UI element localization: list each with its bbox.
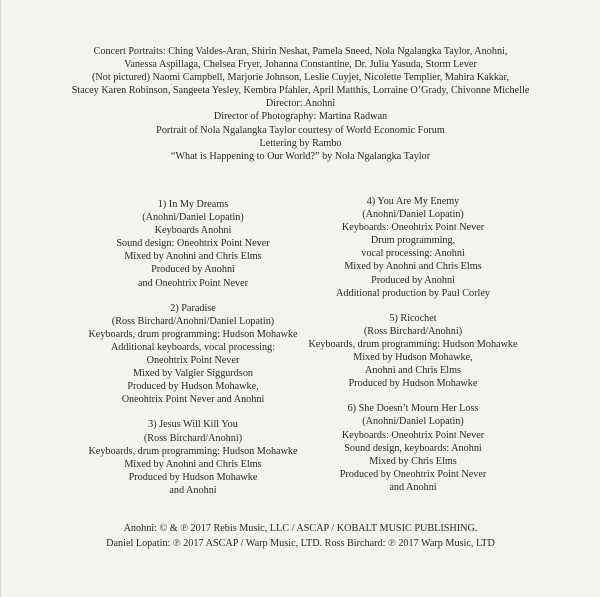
track-line: Produced by Hudson Mohawke	[128, 471, 258, 483]
credits-line: “What is Happening to Our World?” by Nola Ngalangka Taylor	[170, 150, 431, 162]
credits-line: Concert Portraits: Ching Valdes-Aran, Shirin Neshat, Pamela Sneed, Nola Ngalangka Taylor, Anohni,	[93, 46, 508, 57]
track-line: Mixed by Anohni and Chris Elms	[124, 458, 262, 470]
credits-line: Director of Photography: Martina Radwan	[213, 111, 388, 123]
track-credit	[288, 402, 538, 494]
track-credit	[288, 195, 538, 300]
track-line: Produced by Hudson Mohawke	[348, 378, 478, 390]
track-title: 2) Paradise	[170, 302, 216, 314]
track-line: Mixed by Valgier Siggurdson	[132, 368, 254, 380]
track-line: (Anohni/Daniel Lopatin)	[142, 212, 244, 224]
track-line: Produced by Anohni	[371, 274, 455, 286]
track-title: 5) Ricochet	[389, 312, 437, 324]
track-line: Mixed by Hudson Mohawke,	[353, 352, 473, 364]
credits-line: Lettering by Rambo	[259, 137, 342, 149]
copyright-line: Anohni: © & ℗ 2017 Rebis Music, LLC / ASCAP / KOBALT MUSIC PUBLISHING.	[123, 523, 478, 534]
track-line: Produced by Oneohtrix Point Never	[339, 468, 487, 480]
track-line: Keyboards, drum programming: Hudson Mohawke	[308, 338, 518, 350]
track-line: Produced by Anohni	[151, 264, 235, 276]
track-title: 6) She Doesn’t Mourn Her Loss	[347, 403, 479, 415]
track-title: 1) In My Dreams	[157, 199, 229, 210]
track-line: vocal processing: Anohni	[361, 248, 465, 260]
track-line: Anohni and Chris Elms	[365, 365, 461, 377]
track-line: Mixed by Anohni and Chris Elms	[124, 251, 262, 263]
track-title: 4) You Are My Enemy	[366, 196, 460, 207]
track-line: Oneohtrix Point Never and Anohni	[121, 394, 265, 406]
credits-block	[41, 45, 560, 163]
track-line: and Anohni	[169, 484, 217, 496]
track-line: Mixed by Chris Elms	[369, 455, 457, 467]
track-line: Keyboards Anohni	[154, 225, 232, 237]
track-line: Produced by Hudson Mohawke,	[127, 381, 259, 393]
copyright-line: Daniel Lopatin: ℗ 2017 ASCAP / Warp Music, LTD. Ross Birchard: ℗ 2017 Warp Music, LTD	[106, 538, 495, 549]
track-line: (Anohni/Daniel Lopatin)	[362, 416, 464, 428]
track-line: Sound design: Oneohtrix Point Never	[116, 238, 270, 250]
track-line: and Oneohtrix Point Never	[137, 277, 249, 289]
track-line: Additional production by Paul Corley	[336, 287, 490, 299]
track-credit	[68, 198, 318, 290]
track-line: Keyboards, drum programming: Hudson Mohawke	[88, 328, 298, 340]
credits-line: (Not pictured) Naomi Campbell, Marjorie Johnson, Leslie Cuyjet, Nicolette Templier, Mahira Kakkar,	[92, 72, 509, 84]
track-line: (Ross Birchard/Anohni/Daniel Lopatin)	[111, 315, 275, 327]
track-line: (Ross Birchard/Anohni)	[143, 432, 243, 444]
track-line: Mixed by Anohni and Chris Elms	[344, 261, 482, 273]
track-credit	[68, 302, 318, 407]
track-credit	[288, 312, 538, 391]
tracks-left-column	[68, 198, 318, 509]
track-line: Oneohtrix Point Never	[146, 355, 240, 367]
credits-line: Portrait of Nola Ngalangka Taylor courtesy of World Economic Forum	[156, 124, 445, 136]
copyright-footer	[1, 521, 600, 551]
track-line: Keyboards: Oneohtrix Point Never	[341, 429, 485, 441]
track-title: 3) Jesus Will Kill You	[148, 419, 238, 431]
track-line: Drum programming,	[370, 235, 456, 247]
track-line: (Ross Birchard/Anohni)	[363, 325, 463, 337]
track-line: Sound design, keyboards: Anohni	[344, 442, 482, 454]
track-line: (Anohni/Daniel Lopatin)	[362, 209, 464, 221]
credits-line: Vanessa Aspillaga, Chelsea Fryer, Johanna Constantine, Dr. Julia Yasuda, Storm Lever	[124, 59, 477, 71]
track-line: and Anohni	[389, 481, 437, 493]
tracks-right-column	[288, 198, 538, 506]
credits-line: Director: Anohni	[265, 98, 336, 110]
track-line: Keyboards: Oneohtrix Point Never	[341, 222, 485, 234]
track-credit	[68, 418, 318, 497]
credits-line: Stacey Karen Robinson, Sangeeta Yesley, Kembra Pfahler, April Matthis, Lorraine O’Grady, Chivonne Michelle	[71, 85, 530, 97]
track-line: Additional keyboards, vocal processing:	[110, 341, 276, 353]
track-line: Keyboards, drum programming: Hudson Mohawke	[88, 445, 298, 457]
